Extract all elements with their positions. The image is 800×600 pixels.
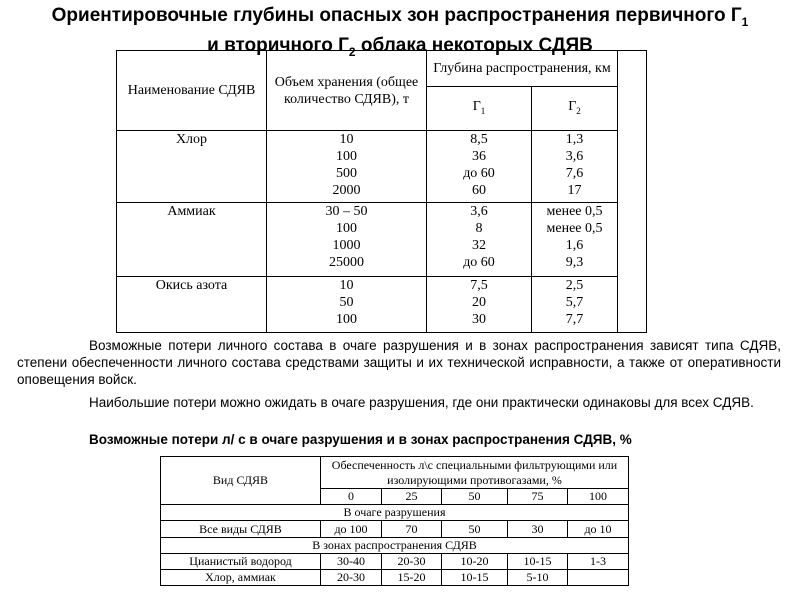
- paragraph-losses: Возможные потери личного состава в очаге разрушения и в зонах распространения зависят типа СДЯВ, степени обеспеченности личного состава средствами защиты и их технической исправности, а также от оперативности оповещения войск.: [17, 338, 781, 387]
- row-name: Цианистый водород: [161, 554, 321, 570]
- row-g2: менее 0,5 менее 0,5 1,6 9,3: [532, 203, 618, 277]
- header-g2: [532, 87, 618, 131]
- section-focus: В очаге разрушения: [161, 505, 629, 521]
- title-subscript-2: 2: [348, 44, 356, 59]
- value-cell: до 10: [568, 521, 629, 538]
- percent-cell: 100: [568, 489, 629, 505]
- percent-cell: 50: [442, 489, 508, 505]
- header-provision: Обеспеченность л\с специальными фильтрующими или изолирующими противогазами, %: [321, 457, 629, 489]
- row-g1: 7,5 20 30: [427, 277, 532, 333]
- title-part-1: Ориентировочные глубины опасных зон распространения первичного Г: [51, 5, 742, 26]
- header-g2-letter: Г: [568, 98, 577, 114]
- row-g2: 2,5 5,7 7,7: [532, 277, 618, 333]
- value-cell: 1-3: [568, 554, 629, 570]
- header-g1-sub: 1: [480, 105, 486, 116]
- header-g1-letter: Г: [472, 98, 481, 114]
- row-name: Хлор, аммиак: [161, 570, 321, 586]
- paragraph-max-losses: Наибольшие потери можно ожидать в очаге разрушения, где они практически одинаковы для всех СДЯВ.: [89, 395, 754, 410]
- table-side-margin: [618, 51, 647, 333]
- value-cell: 5-10: [508, 570, 568, 586]
- row-name: Хлор: [117, 131, 267, 203]
- value-cell: 10-15: [442, 570, 508, 586]
- table-row: [117, 277, 647, 333]
- table-row: [117, 131, 647, 203]
- value-cell: 30-40: [321, 554, 382, 570]
- value-cell: до 100: [321, 521, 382, 538]
- value-cell: 10-20: [442, 554, 508, 570]
- header-type: Вид СДЯВ: [161, 457, 321, 505]
- percent-cell: 75: [508, 489, 568, 505]
- value-cell: 20-30: [382, 554, 442, 570]
- row-name: Окись азота: [117, 277, 267, 333]
- value-cell: 70: [382, 521, 442, 538]
- percent-cell: 0: [321, 489, 382, 505]
- depth-table: [116, 50, 647, 333]
- row-g1: 3,6 8 32 до 60: [427, 203, 532, 277]
- row-volumes: 30 – 50 100 1000 25000: [267, 203, 427, 277]
- row-name: Все виды СДЯВ: [161, 521, 321, 538]
- value-cell: 30: [508, 521, 568, 538]
- table-row: [161, 570, 629, 586]
- title-subscript-1: 1: [741, 14, 749, 29]
- header-name: Наименование СДЯВ: [117, 51, 267, 131]
- table-row: [161, 554, 629, 570]
- header-g1: [427, 87, 532, 131]
- header-depth: Глубина распространения, км: [427, 51, 618, 87]
- table-row: [161, 521, 629, 538]
- section-heading: Возможные потери л/ с в очаге разрушения и в зонах распространения СДЯВ, %: [89, 432, 632, 447]
- losses-table: [160, 456, 629, 586]
- header-volume: Объем хранения (общее количество СДЯВ), т: [267, 51, 427, 131]
- value-cell: 10-15: [508, 554, 568, 570]
- table-row: [117, 203, 647, 277]
- row-name: Аммиак: [117, 203, 267, 277]
- title-part-2: и вторичного Г: [207, 34, 349, 56]
- title-part-3: облака некоторых СДЯВ: [355, 34, 593, 56]
- row-volumes: 10 50 100: [267, 277, 427, 333]
- row-volumes: 10 100 500 2000: [267, 131, 427, 203]
- value-cell: [568, 570, 629, 586]
- row-g1: 8,5 36 до 60 60: [427, 131, 532, 203]
- header-g2-sub: 2: [576, 105, 581, 116]
- value-cell: 50: [442, 521, 508, 538]
- value-cell: 20-30: [321, 570, 382, 586]
- section-zones: В зонах распространения СДЯВ: [161, 538, 629, 554]
- row-g2: 1,3 3,6 7,6 17: [532, 131, 618, 203]
- value-cell: 15-20: [382, 570, 442, 586]
- percent-cell: 25: [382, 489, 442, 505]
